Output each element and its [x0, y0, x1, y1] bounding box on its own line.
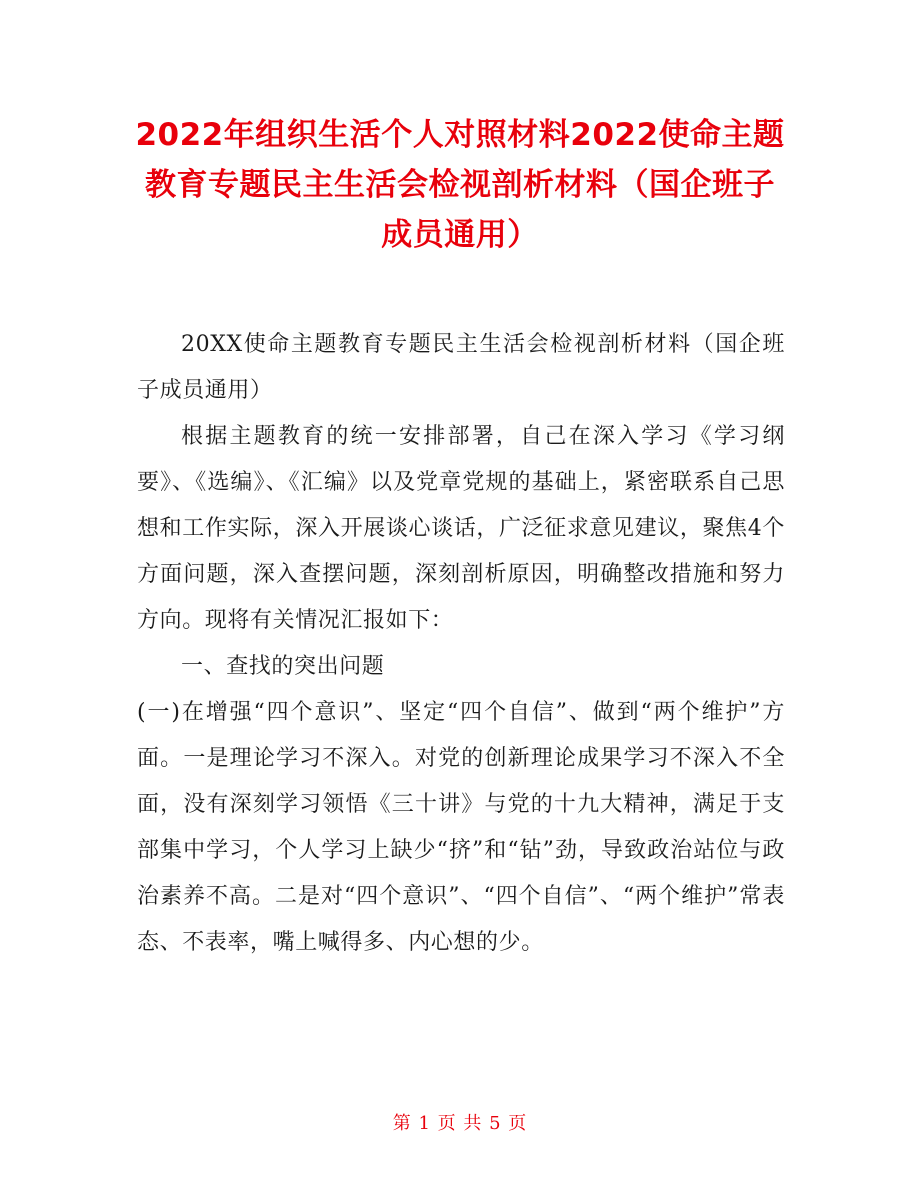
intro-paragraph: 根据主题教育的统一安排部署，自己在深入学习《学习纲要》、《选编》、《汇编》以及党章党规的基础上，紧密联系自己思想和工作实际，深入开展谈心谈话，广泛征求意见建议，聚焦4个方面问题，深入查摆问题，深刻剖析原因，明确整改措施和努力方向。现将有关情况汇报如下：: [137, 424, 785, 633]
section-heading: 一、查找的突出问题: [181, 654, 385, 679]
title-line-1: 2022年组织生活个人对照材料2022使命主题: [135, 117, 785, 153]
title-line-2: 教育专题民主生活会检视剖析材料（国企班子: [145, 167, 775, 203]
page-number-label: 第 1 页 共 5 页: [392, 1113, 528, 1134]
title-line-3: 成员通用）: [381, 217, 539, 253]
page-footer: [0, 1112, 920, 1136]
document-title: [120, 110, 800, 260]
document-body: [137, 322, 785, 966]
problem-paragraph: (一)在增强“四个意识”、坚定“四个自信”、做到“两个维护”方面。一是理论学习不深入。对党的创新理论成果学习不深入不全面，没有深刻学习领悟《三十讲》与党的十九大精神，满足于支部集中学习，个人学习上缺少“挤”和“钻”劲，导致政治站位与政治素养不高。二是对“四个意识”、“四个自信”、“两个维护”常表态、不表率，嘴上喊得多、内心想的少。: [137, 700, 785, 955]
subtitle-paragraph: 20XX使命主题教育专题民主生活会检视剖析材料（国企班子成员通用）: [137, 332, 785, 403]
